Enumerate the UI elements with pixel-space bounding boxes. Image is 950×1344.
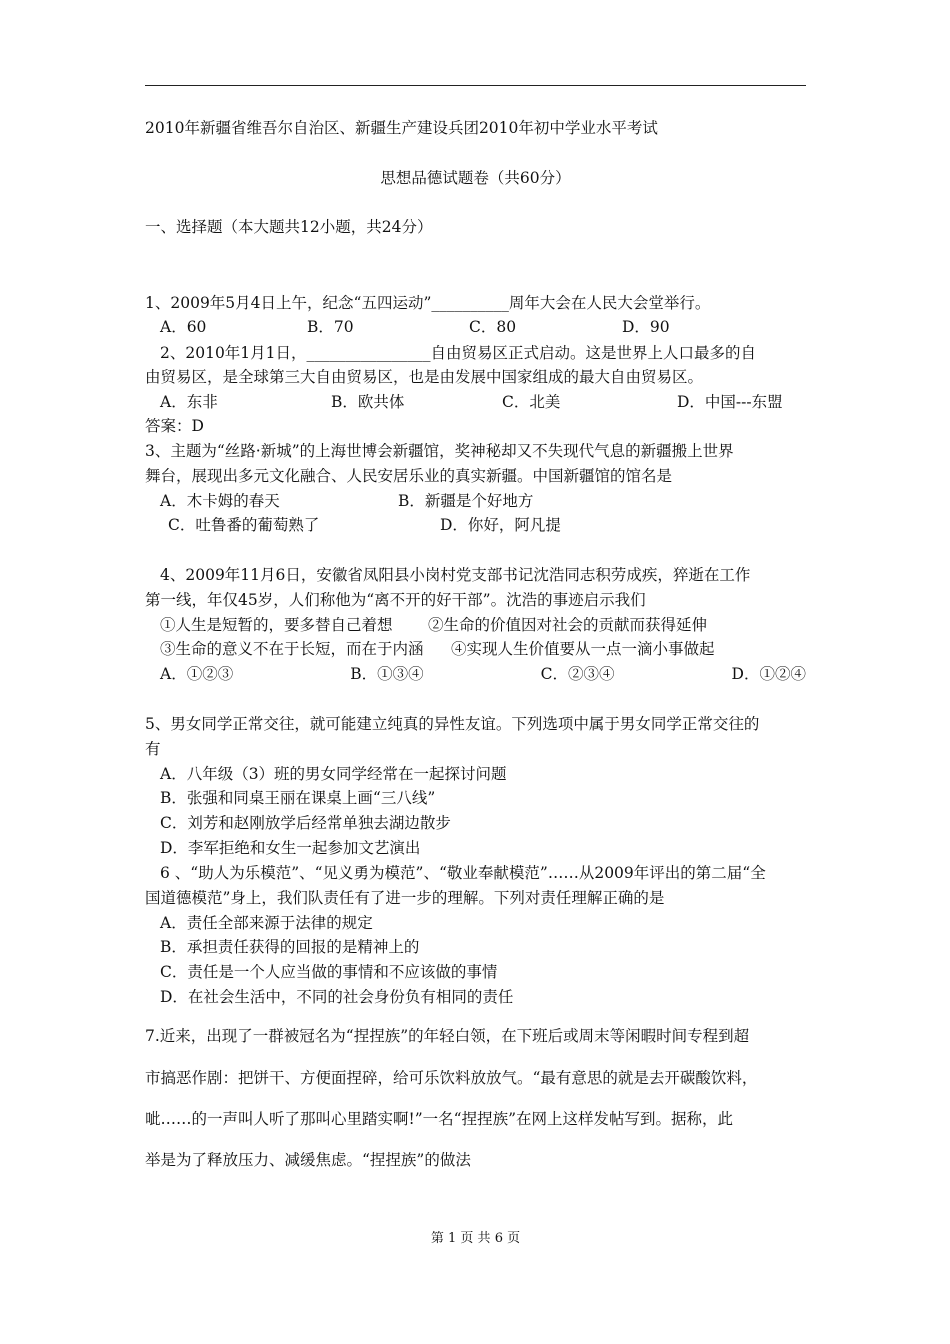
statement: ②生命的价值因对社会的贡献而获得延伸 [428, 616, 708, 634]
question-1-stem: 1、2009年5月4日上午，纪念“五四运动”__________周年大会在人民大会堂举行。 [145, 294, 711, 312]
question-3-options-row2 [168, 514, 806, 536]
question-2-stem-cont: 由贸易区，是全球第三大自由贸易区，也是由发展中国家组成的最大自由贸易区。 [145, 368, 704, 386]
header-rule [145, 85, 806, 86]
option: D．中国---东盟 [677, 393, 783, 411]
option: D．①②④ [731, 665, 806, 683]
option: B．新疆是个好地方 [398, 492, 534, 510]
option: C．80 [469, 318, 517, 336]
page-number: 第 1 页 共 6 页 [430, 1231, 521, 1246]
option: A．东非 [160, 393, 218, 411]
option: D．李军拒绝和女生一起参加文艺演出 [160, 839, 421, 857]
exam-title: 2010年新疆省维吾尔自治区、新疆生产建设兵团2010年初中学业水平考试 [145, 119, 658, 137]
option: B．欧共体 [331, 393, 405, 411]
option: A．八年级（3）班的男女同学经常在一起探讨问题 [160, 765, 507, 783]
option: A．责任全部来源于法律的规定 [160, 914, 373, 932]
option: C．②③④ [540, 665, 615, 683]
question-4-stem-cont: 第一线，年仅45岁，人们称他为“离不开的好干部”。沈浩的事迹启示我们 [145, 591, 646, 609]
question-7-line: 呲……的一声叫人听了那叫心里踏实啊!”一名“捏捏族”在网上这样发帖写到。据称，此 [145, 1110, 734, 1128]
question-2-answer: 答案：D [145, 417, 204, 435]
option: C．刘芳和赵刚放学后经常单独去湖边散步 [160, 814, 451, 832]
question-4-items-row2 [160, 638, 806, 660]
option: C．责任是一个人应当做的事情和不应该做的事情 [160, 963, 498, 981]
question-5-stem-cont: 有 [145, 740, 161, 758]
statement: ③生命的意义不在于长短，而在于内涵 [160, 640, 424, 658]
question-6-stem: 6 、“助人为乐模范”、“见义勇为模范”、“敬业奉献模范”……从2009年评出的第二届“全 [160, 864, 766, 882]
question-4-items-row1 [160, 614, 806, 636]
option: B．70 [307, 318, 354, 336]
question-2-stem: 2、2010年1月1日，________________自由贸易区正式启动。这是世界上人口最多的自 [160, 344, 757, 362]
option: C．北美 [502, 393, 561, 411]
option: A．木卡姆的春天 [160, 492, 280, 510]
option: D．在社会生活中，不同的社会身份负有相同的责任 [160, 988, 514, 1006]
question-7-line: 市搞恶作剧：把饼干、方便面捏碎，给可乐饮料放放气。“最有意思的就是去开碳酸饮料， [145, 1069, 758, 1087]
paper-subtitle: 思想品德试题卷（共60分） [380, 169, 571, 187]
question-2-options [160, 391, 806, 413]
option: B．①③④ [350, 665, 424, 683]
option: C．吐鲁番的葡萄熟了 [168, 516, 320, 534]
question-4-options [160, 663, 806, 685]
question-4-stem: 4、2009年11月6日，安徽省凤阳县小岗村党支部书记沈浩同志积劳成疾，猝逝在工作 [160, 566, 751, 584]
option: B．张强和同桌王丽在课桌上画“三八线” [160, 789, 436, 807]
question-3-stem-cont: 舞台，展现出多元文化融合、人民安居乐业的真实新疆。中国新疆馆的馆名是 [145, 467, 673, 485]
option: A．①②③ [160, 665, 234, 683]
option: B．承担责任获得的回报的是精神上的 [160, 938, 420, 956]
question-6-stem-cont: 国道德模范”身上，我们队责任有了进一步的理解。下列对责任理解正确的是 [145, 889, 665, 907]
option: D．你好，阿凡提 [440, 516, 561, 534]
section-heading: 一、选择题（本大题共12小题，共24分） [145, 218, 433, 236]
question-7-line: 7.近来，出现了一群被冠名为“捏捏族”的年轻白领，在下班后或周末等闲暇时间专程到超 [145, 1027, 750, 1045]
question-5-stem: 5、男女同学正常交往，就可能建立纯真的异性友谊。下列选项中属于男女同学正常交往的 [145, 715, 760, 733]
statement: ④实现人生价值要从一点一滴小事做起 [451, 640, 715, 658]
option: A．60 [160, 318, 207, 336]
question-7-line: 举是为了释放压力、减缓焦虑。“捏捏族”的做法 [145, 1151, 471, 1169]
option: D．90 [622, 318, 670, 336]
question-3-stem: 3、主题为“丝路·新城”的上海世博会新疆馆，奖神秘却又不失现代气息的新疆搬上世界 [145, 442, 734, 460]
question-3-options-row1 [160, 490, 806, 512]
statement: ①人生是短暂的，要多替自己着想 [160, 616, 393, 634]
question-1-options [160, 316, 806, 338]
